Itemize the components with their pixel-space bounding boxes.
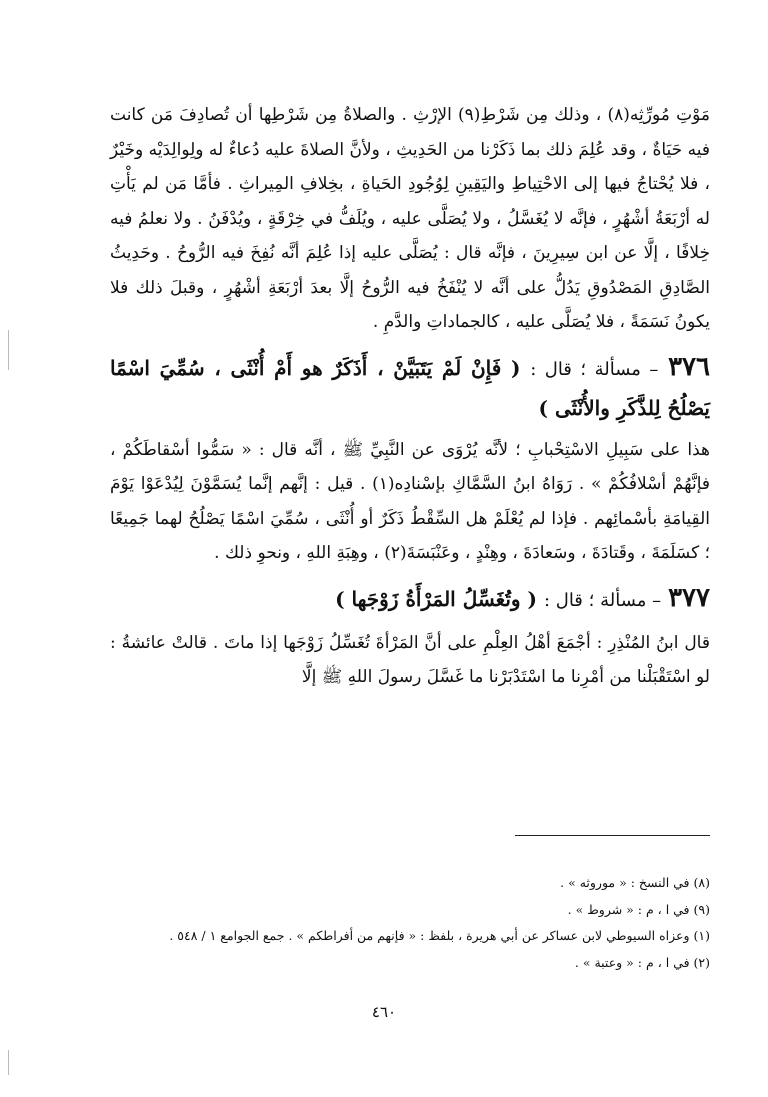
issue-number: ٣٧٧	[668, 582, 710, 613]
issue-text: ( فَإِنْ لَمْ يَتَبَيَّنْ ، أَذَكَرٌ هو أَمْ أُنْثَى ، سُمِّيَ اسْمًا يَصْلُحُ لِلذَّكَرِ والأُنْثَى )	[110, 355, 710, 420]
issue-label: – مسألة ؛ قال :	[543, 589, 662, 611]
footnote-item: (٢) في ا ، م : « وعتبة » .	[574, 954, 710, 970]
issue-text: ( وتُغَسِّلُ المَرْأَةُ زَوْجَها )	[335, 586, 537, 611]
main-text	[110, 98, 710, 695]
paragraph-2: هذا على سَبِيلِ الاسْتِحْبابِ ؛ لأنَّه يُرْوَى عن النَّبِيِّ ﷺ ، أنَّه قال : « سَمُّوا أسْقاطَكُمْ ، فإنَّهُمْ أسْلافُكُمْ » . رَوَاهُ ابنُ السَّمَّاكِ بإسْنادِه(١) . قيل : إنَّهم إنَّما يُسَمَّوْنَ لِيُدْعَوْا يَوْمَ القِيامَةِ بأسْمائِهم . فإذا لم يُعْلَمْ هل السِّقْطُ ذَكَرٌ أو أُنْثَى ، سُمِّيَ اسْمًا يَصْلُحُ لهما جَمِيعًا ؛ كسَلَمَةَ ، وقَتادَةَ ، وسَعادَةَ ، وهِنْدٍ ، وعَنْبَسَةَ(٢) ، وهِبَةِ اللهِ ، ونحوِ ذلك .	[110, 439, 710, 563]
footnote-item: (١) وعزاه السيوطي لابن عساكر عن أبي هريرة ، بلفظ : « فإنهم من أفراطكم » . جمع الجوامع ١ / ٥٤٨ .	[169, 928, 710, 943]
issue-label: – مسألة ؛ قال :	[530, 358, 659, 380]
footnote-divider	[515, 835, 710, 836]
issue-number: ٣٧٦	[668, 351, 710, 382]
margin-line	[8, 330, 9, 370]
footnote-item: (٨) في النسخ : « موروثه » .	[560, 875, 710, 890]
footnote-item: (٩) في ا ، م : « شروط » .	[567, 901, 710, 917]
issue-377-heading	[110, 579, 710, 620]
margin-line	[8, 1050, 9, 1075]
issue-376-heading	[110, 348, 710, 427]
paragraph-1: مَوْتِ مُورِّثِه(٨) ، وذلك مِن شَرْطِ(٩) الإرْثِ . والصلاةُ مِن شَرْطِها أن تُصادِفَ مَن كانت فيه حَيَاةٌ ، وقد عُلِمَ ذلك بما ذَكَرْنا من الحَدِيثِ ، ولأنَّ الصلاةَ عليه دُعاءٌ له ولِوالِدَيْه وخَيْرٌ ، فلا يُحْتاجُ فيها إلى الاحْتِياطِ واليَقِينِ لِوُجُودِ الحَياةِ ، بخِلافِ المِيراثِ . فأمَّا مَن لم يَأْتِ له أرْبَعَةُ أشْهُرٍ ، فإنَّه لا يُغَسَّلُ ، ولا يُصَلَّى عليه ، ويُلَفُّ في خِرْقَةٍ ، ويُدْفَنُ . ولا نعلمُ فيه خِلافًا ، إلَّا عن ابن سِيرِينَ ، فإنَّه قال : يُصَلَّى عليه إذا عُلِمَ أنَّه نُفِخَ فيه الرُّوحُ . وحَدِيثُ الصَّادِقِ المَصْدُوقِ يَدُلُّ على أنَّه لا يُنْفَخُ فيه الرُّوحُ إلَّا بعدَ أرْبَعَةِ أشْهُرٍ ، وقبلَ ذلك فلا يكونُ نَسَمَةً ، فلا يُصَلَّى عليه ، كالجماداتِ والدَّمِ .	[110, 105, 710, 332]
footnotes	[110, 870, 710, 976]
paragraph-3: قال ابنُ المُنْذِرِ : أجْمَعَ أهْلُ العِلْمِ على أنَّ المَرْأةَ تُغَسِّلُ زَوْجَها إذا ماتَ . قالتْ عائشةُ : لو اسْتَقْبَلْنا من أمْرِنا ما اسْتَدْبَرْنا ما غَسَّلَ رسولَ اللهِ ﷺ إلَّا	[110, 632, 710, 687]
page-number: ٤٦٠	[371, 1003, 397, 1021]
